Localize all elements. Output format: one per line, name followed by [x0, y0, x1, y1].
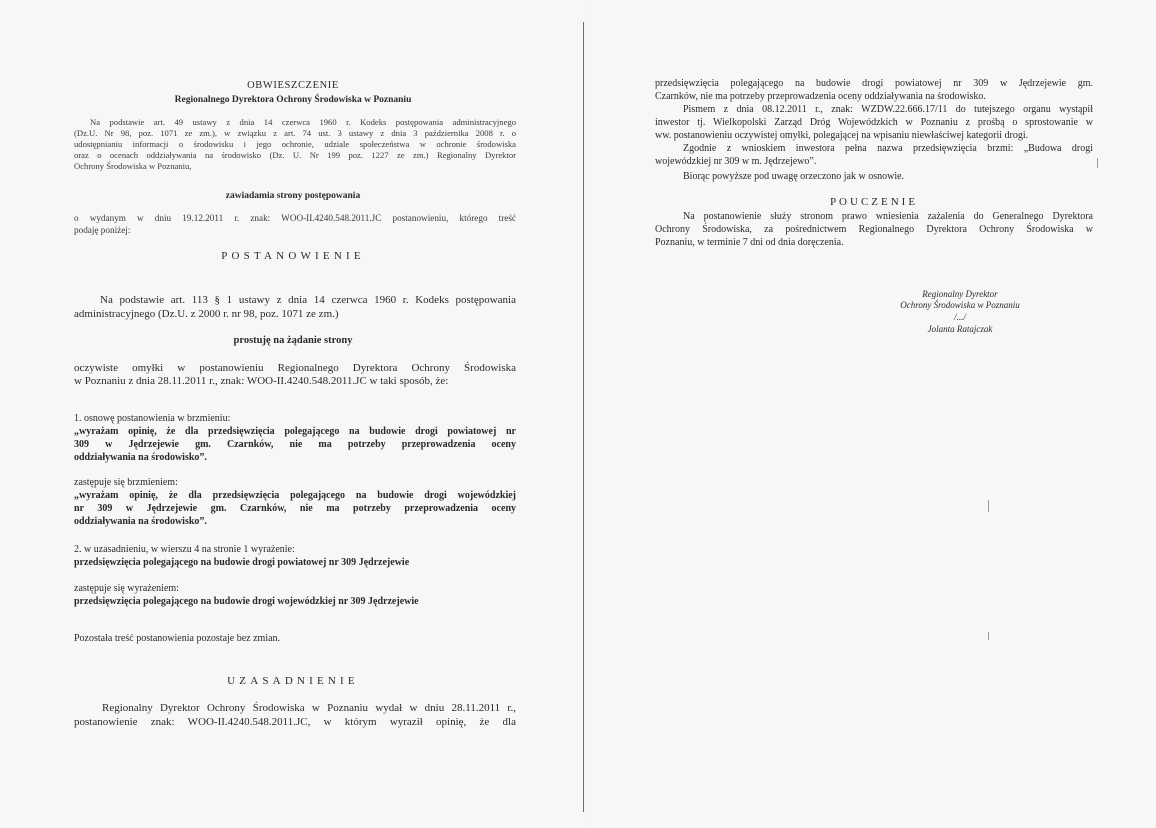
intro-line: oraz o ocenach oddziaływania na środowisko (Dz. U. Nr 199 poz. 1227 ze zm.) Regionalny Dyrektor: [74, 150, 516, 160]
item1-new-line: oddziaływania na środowisko”.: [74, 516, 207, 527]
intro-line: Na podstawie art. 49 ustawy z dnia 14 czerwca 1960 r. Kodeks postępowania administracyjnego: [90, 117, 516, 127]
signature-name: Jolanta Ratajczak: [927, 324, 993, 334]
scan-mark: [988, 500, 989, 512]
signature-line: Ochrony Środowiska w Poznaniu: [900, 300, 1020, 310]
item1-new-line: nr 309 w Jędrzejewie gm. Czarnków, nie ma potrzeby przeprowadzenia oceny: [74, 503, 516, 514]
continuation-line: inwestor tj. Wielkopolski Zarząd Dróg Wojewódzkich w Poznaniu z prośbą o sprostowanie w: [655, 117, 1093, 128]
remainder-note: Pozostała treść postanowienia pozostaje bez zmian.: [74, 633, 281, 644]
justification-line: postanowienie znak: WOO-II.4240.548.2011.JC, w którym wyraził opinię, że dla: [74, 716, 516, 728]
continuation-line: przedsięwzięcia polegającego na budowie drogi powiatowej nr 309 w Jędrzejewie gm.: [655, 78, 1093, 89]
notify-line: podaję poniżej:: [74, 225, 131, 235]
notice-subtitle: Regionalnego Dyrektora Ochrony Środowiska w Poznaniu: [174, 95, 412, 105]
item2-new: przedsięwzięcia polegającego na budowie drogi wojewódzkiej nr 309 Jędrzejewie: [74, 596, 419, 607]
instruction-line: Na postanowienie służy stronom prawo wniesienia zażalenia do Generalnego Dyrektora: [683, 211, 1093, 222]
item1-old-line: oddziaływania na środowisko”.: [74, 452, 207, 463]
rectify-heading: prostuję na żądanie strony: [233, 335, 353, 346]
justification-heading: UZASADNIENIE: [227, 675, 359, 687]
continuation-line: Pismem z dnia 08.12.2011 r., znak: WZDW.22.666.17/11 do tutejszego organu wystąpił: [683, 104, 1093, 115]
errors-line: oczywiste omyłki w postanowieniu Regionalnego Dyrektora Ochrony Środowiska: [74, 362, 516, 374]
signature-line: /.../: [954, 312, 966, 322]
intro-line: (Dz.U. Nr 98, poz. 1071 ze zm.), w związku z art. 74 ust. 3 ustawy z dnia 3 października 2008 r. o: [74, 128, 516, 138]
legal-basis-line: administracyjnego (Dz.U. z 2000 r. nr 98, poz. 1071 ze zm.): [74, 308, 339, 320]
continuation-line: Biorąc powyższe pod uwagę orzeczono jak w osnowie.: [683, 171, 905, 182]
item2-replace: zastępuje się wyrażeniem:: [74, 583, 179, 594]
instruction-heading: POUCZENIE: [829, 196, 919, 208]
item2-intro: 2. w uzasadnieniu, w wierszu 4 na stronie 1 wyrażenie:: [74, 544, 295, 555]
item2-old: przedsięwzięcia polegającego na budowie drogi powiatowej nr 309 Jędrzejewie: [74, 557, 410, 568]
signature-line: Regionalny Dyrektor: [922, 289, 998, 299]
instruction-line: Ochrony Środowiska, za pośrednictwem Regionalnego Dyrektora Ochrony Środowiska w: [655, 224, 1093, 235]
item1-old-line: „wyrażam opinię, że dla przedsięwzięcia polegającego na budowie drogi powiatowej nr: [74, 426, 516, 437]
continuation-line: Zgodnie z wnioskiem inwestora pełna nazwa przedsięwzięcia brzmi: „Budowa drogi: [683, 143, 1093, 154]
decision-heading: POSTANOWIENIE: [221, 250, 365, 262]
page-divider: [583, 22, 584, 812]
continuation-line: wojewódzkiej nr 309 w m. Jędrzejewo”.: [655, 156, 817, 167]
errors-line: w Poznaniu z dnia 28.11.2011 r., znak: WOO-II.4240.548.2011.JC w taki sposób, że:: [74, 375, 449, 387]
item1-intro: 1. osnowę postanowienia w brzmieniu:: [74, 413, 231, 424]
intro-line: udostępnianiu informacji o środowisku i jego ochronie, udziale społeczeństwa w ochronie środowiska: [74, 139, 516, 149]
continuation-line: ww. postanowieniu oczywistej omyłki, polegającej na wpisaniu niewłaściwej kategorii drogi.: [655, 130, 1029, 141]
instruction-line: Poznaniu, w terminie 7 dni od dnia doręczenia.: [655, 237, 844, 248]
item1-old-line: 309 w Jędrzejewie gm. Czarnków, nie ma potrzeby przeprowadzenia oceny: [74, 439, 516, 450]
legal-basis-line: Na podstawie art. 113 § 1 ustawy z dnia 14 czerwca 1960 r. Kodeks postępowania: [100, 294, 516, 306]
scan-mark: [988, 632, 989, 640]
intro-line: Ochrony Środowiska w Poznaniu,: [74, 161, 192, 171]
justification-line: Regionalny Dyrektor Ochrony Środowiska w Poznaniu wydał w dniu 28.11.2011 r.,: [102, 702, 516, 714]
notify-line: o wydanym w dniu 19.12.2011 r. znak: WOO-II.4240.548.2011.JC postanowieniu, którego treść: [74, 213, 516, 223]
scan-mark: [1097, 158, 1098, 168]
notice-title: OBWIESZCZENIE: [247, 80, 339, 91]
continuation-line: Czarnków, nie ma potrzeby przeprowadzenia oceny oddziaływania na środowisko.: [655, 91, 986, 102]
notify-heading: zawiadamia strony postępowania: [225, 191, 361, 201]
item1-replace: zastępuje się brzmieniem:: [74, 477, 178, 488]
item1-new-line: „wyrażam opinię, że dla przedsięwzięcia polegającego na budowie drogi wojewódzkiej: [74, 490, 516, 501]
